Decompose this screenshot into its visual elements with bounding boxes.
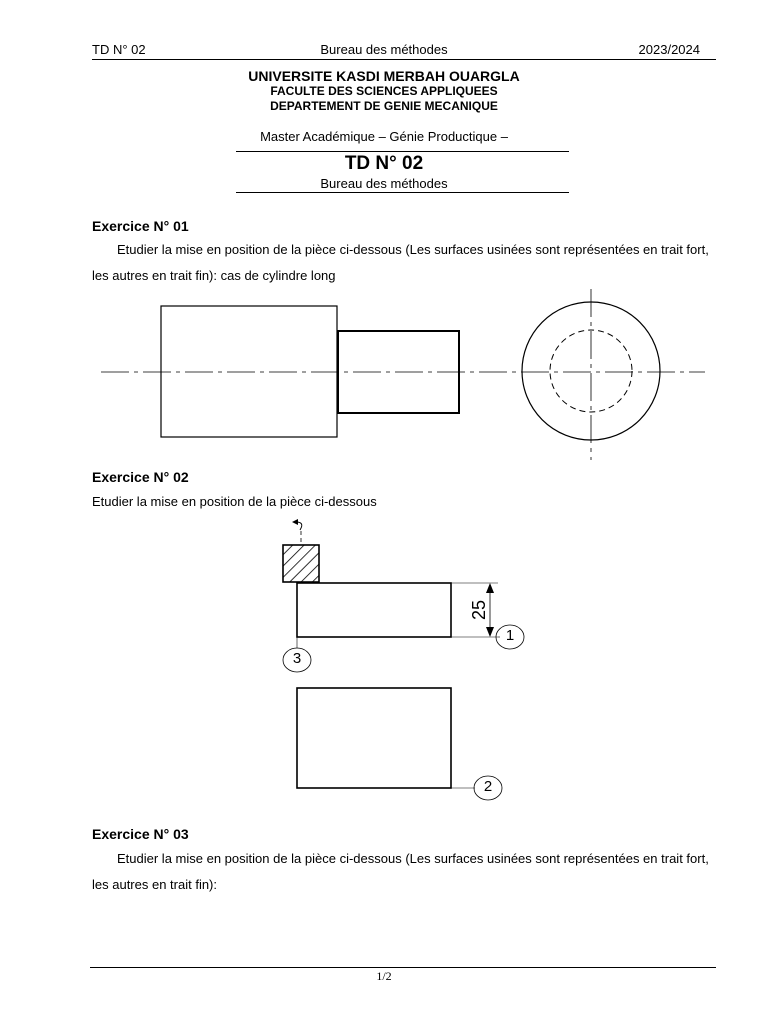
- header-right: 2023/2024: [638, 42, 700, 57]
- page-title: TD N° 02: [344, 153, 424, 174]
- header-center: Bureau des méthodes: [320, 42, 448, 57]
- page-subtitle: Bureau des méthodes: [320, 176, 448, 191]
- dimension-25-label: 25: [469, 599, 489, 621]
- faculty-name: FACULTE DES SCIENCES APPLIQUEES: [270, 84, 498, 98]
- marker-2: 2: [483, 778, 493, 795]
- marker-3: 3: [292, 650, 302, 667]
- department-name: DEPARTEMENT DE GENIE MECANIQUE: [270, 99, 498, 113]
- exercise-2-text: Etudier la mise en position de la pièce ci-dessous: [92, 494, 377, 509]
- header-left: TD N° 02: [92, 42, 146, 57]
- exercise-1-text: Etudier la mise en position de la pièce ci-dessous (Les surfaces usinées sont représentées en trait fort, les autres en trait fin): cas de cylindre long: [92, 242, 709, 283]
- page-number: 1/2: [376, 969, 392, 983]
- university-name: UNIVERSITE KASDI MERBAH OUARGLA: [248, 68, 520, 84]
- exercise-2-title: Exercice N° 02: [92, 469, 189, 485]
- program-name: Master Académique – Génie Productique –: [260, 129, 508, 144]
- exercise-3-text: Etudier la mise en position de la pièce ci-dessous (Les surfaces usinées sont représentées en trait fort, les autres en trait fin):: [92, 851, 709, 892]
- exercise-3-title: Exercice N° 03: [92, 826, 189, 842]
- exercise-1-title: Exercice N° 01: [92, 218, 189, 234]
- footer-rule: [90, 967, 716, 968]
- marker-1: 1: [505, 627, 515, 644]
